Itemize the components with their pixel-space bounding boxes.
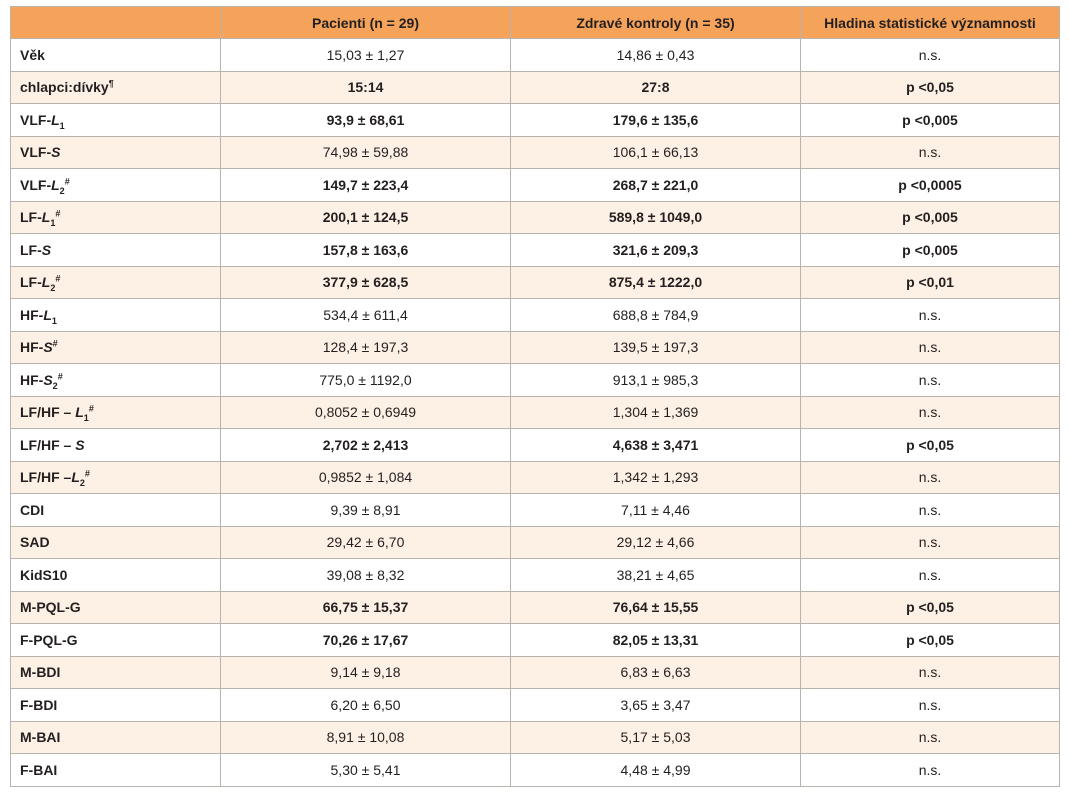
cell-controls: 913,1 ± 985,3 <box>511 364 801 397</box>
row-label <box>11 266 221 299</box>
header-patients: Pacienti (n = 29) <box>221 7 511 39</box>
cell-significance: p <0,05 <box>801 429 1060 462</box>
cell-significance: n.s. <box>801 331 1060 364</box>
results-table <box>10 6 1060 787</box>
cell-controls: 106,1 ± 66,13 <box>511 136 801 169</box>
row-label <box>11 299 221 332</box>
row-label-text: HF- <box>20 371 44 388</box>
table-row <box>11 591 1060 624</box>
cell-significance: n.s. <box>801 136 1060 169</box>
cell-patients: 8,91 ± 10,08 <box>221 721 511 754</box>
table-row <box>11 429 1060 462</box>
cell-patients: 9,14 ± 9,18 <box>221 656 511 689</box>
cell-patients: 66,75 ± 15,37 <box>221 591 511 624</box>
row-label-subscript: 1 <box>59 120 65 131</box>
cell-controls: 3,65 ± 3,47 <box>511 689 801 722</box>
table-row <box>11 39 1060 72</box>
row-label-text: SAD <box>20 534 50 551</box>
table-row <box>11 201 1060 234</box>
row-label <box>11 71 221 104</box>
header-controls: Zdravé kontroly (n = 35) <box>511 7 801 39</box>
cell-significance: n.s. <box>801 656 1060 689</box>
cell-patients: 128,4 ± 197,3 <box>221 331 511 364</box>
cell-significance: n.s. <box>801 721 1060 754</box>
row-label <box>11 624 221 657</box>
cell-significance: p <0,05 <box>801 71 1060 104</box>
row-label-subscript: 1 <box>51 315 57 326</box>
table-header-row <box>11 7 1060 39</box>
row-label-superscript: # <box>64 176 70 187</box>
table-row <box>11 396 1060 429</box>
cell-patients: 15:14 <box>221 71 511 104</box>
cell-controls: 5,17 ± 5,03 <box>511 721 801 754</box>
row-label-superscript: # <box>57 371 63 382</box>
cell-controls: 688,8 ± 784,9 <box>511 299 801 332</box>
row-label <box>11 396 221 429</box>
row-label <box>11 104 221 137</box>
cell-controls: 4,638 ± 3,471 <box>511 429 801 462</box>
cell-significance: p <0,05 <box>801 591 1060 624</box>
row-label-text: LF/HF – <box>20 469 72 486</box>
row-label <box>11 136 221 169</box>
row-label-text: LF- <box>20 241 42 258</box>
table-row <box>11 331 1060 364</box>
table-row <box>11 559 1060 592</box>
header-variable <box>11 7 221 39</box>
cell-significance: n.s. <box>801 754 1060 787</box>
row-label-superscript: # <box>88 403 94 414</box>
cell-controls: 7,11 ± 4,46 <box>511 494 801 527</box>
cell-patients: 534,4 ± 611,4 <box>221 299 511 332</box>
table-row <box>11 136 1060 169</box>
row-label-italic: L <box>51 176 60 193</box>
row-label-text: M-BAI <box>20 729 61 746</box>
row-label-text: VLF- <box>20 176 52 193</box>
row-label <box>11 656 221 689</box>
cell-patients: 0,8052 ± 0,6949 <box>221 396 511 429</box>
cell-patients: 39,08 ± 8,32 <box>221 559 511 592</box>
cell-significance: n.s. <box>801 526 1060 559</box>
table-row <box>11 104 1060 137</box>
cell-controls: 1,342 ± 1,293 <box>511 461 801 494</box>
row-label-italic: S <box>51 144 61 161</box>
cell-controls: 589,8 ± 1049,0 <box>511 201 801 234</box>
row-label-superscript: # <box>52 338 58 349</box>
cell-controls: 82,05 ± 13,31 <box>511 624 801 657</box>
row-label-superscript: # <box>55 208 61 219</box>
row-label-text: KidS10 <box>20 566 68 583</box>
row-label-superscript: # <box>84 468 90 479</box>
row-label-text: F-BAI <box>20 761 58 778</box>
table-row <box>11 364 1060 397</box>
cell-controls: 14,86 ± 0,43 <box>511 39 801 72</box>
row-label <box>11 559 221 592</box>
cell-controls: 1,304 ± 1,369 <box>511 396 801 429</box>
row-label-italic: L <box>51 111 60 128</box>
cell-patients: 29,42 ± 6,70 <box>221 526 511 559</box>
row-label-text: VLF- <box>20 144 52 161</box>
table-row <box>11 624 1060 657</box>
cell-significance: n.s. <box>801 559 1060 592</box>
cell-significance: p <0,005 <box>801 104 1060 137</box>
cell-controls: 179,6 ± 135,6 <box>511 104 801 137</box>
row-label-text: F-PQL-G <box>20 631 78 648</box>
results-table-container <box>10 6 1059 787</box>
row-label-italic: L <box>41 209 51 226</box>
table-row <box>11 234 1060 267</box>
row-label <box>11 689 221 722</box>
row-label <box>11 461 221 494</box>
cell-controls: 6,83 ± 6,63 <box>511 656 801 689</box>
cell-significance: p <0,005 <box>801 234 1060 267</box>
cell-patients: 0,9852 ± 1,084 <box>221 461 511 494</box>
cell-patients: 74,98 ± 59,88 <box>221 136 511 169</box>
table-row <box>11 526 1060 559</box>
row-label-text: LF- <box>20 274 42 291</box>
cell-patients: 6,20 ± 6,50 <box>221 689 511 722</box>
cell-significance: p <0,005 <box>801 201 1060 234</box>
cell-significance: n.s. <box>801 299 1060 332</box>
row-label <box>11 169 221 202</box>
cell-significance: n.s. <box>801 689 1060 722</box>
cell-controls: 268,7 ± 221,0 <box>511 169 801 202</box>
row-label-italic: S <box>75 436 85 453</box>
row-label <box>11 331 221 364</box>
cell-controls: 27:8 <box>511 71 801 104</box>
cell-patients: 2,702 ± 2,413 <box>221 429 511 462</box>
cell-patients: 5,30 ± 5,41 <box>221 754 511 787</box>
row-label-italic: S <box>43 339 53 356</box>
table-row <box>11 461 1060 494</box>
cell-patients: 775,0 ± 1192,0 <box>221 364 511 397</box>
cell-controls: 321,6 ± 209,3 <box>511 234 801 267</box>
cell-patients: 93,9 ± 68,61 <box>221 104 511 137</box>
table-row <box>11 494 1060 527</box>
table-row <box>11 754 1060 787</box>
cell-controls: 875,4 ± 1222,0 <box>511 266 801 299</box>
row-label <box>11 494 221 527</box>
row-label-italic: L <box>43 306 52 323</box>
row-label <box>11 39 221 72</box>
cell-significance: p <0,01 <box>801 266 1060 299</box>
row-label-text: LF/HF – <box>20 404 76 421</box>
row-label-text: F-BDI <box>20 696 58 713</box>
table-row <box>11 299 1060 332</box>
cell-controls: 139,5 ± 197,3 <box>511 331 801 364</box>
row-label <box>11 591 221 624</box>
table-row <box>11 721 1060 754</box>
row-label-text: chlapci:dívky <box>20 79 109 96</box>
cell-controls: 4,48 ± 4,99 <box>511 754 801 787</box>
row-label <box>11 754 221 787</box>
row-label <box>11 364 221 397</box>
row-label-text: M-BDI <box>20 664 61 681</box>
table-row <box>11 169 1060 202</box>
row-label-superscript: ¶ <box>108 78 114 89</box>
cell-controls: 76,64 ± 15,55 <box>511 591 801 624</box>
cell-significance: p <0,05 <box>801 624 1060 657</box>
row-label-subscript: 2 <box>59 185 65 196</box>
table-row <box>11 71 1060 104</box>
cell-patients: 377,9 ± 628,5 <box>221 266 511 299</box>
cell-significance: p <0,0005 <box>801 169 1060 202</box>
cell-significance: n.s. <box>801 39 1060 72</box>
cell-patients: 9,39 ± 8,91 <box>221 494 511 527</box>
row-label-text: Věk <box>20 46 45 63</box>
cell-patients: 70,26 ± 17,67 <box>221 624 511 657</box>
row-label-subscript: 1 <box>50 218 56 229</box>
cell-significance: n.s. <box>801 364 1060 397</box>
row-label-italic: L <box>71 469 80 486</box>
row-label-subscript: 2 <box>52 380 58 391</box>
cell-controls: 29,12 ± 4,66 <box>511 526 801 559</box>
row-label-text: VLF- <box>20 111 52 128</box>
row-label-subscript: 2 <box>50 283 56 294</box>
row-label-subscript: 1 <box>83 413 89 424</box>
row-label-italic: L <box>75 404 84 421</box>
row-label-text: HF- <box>20 339 44 356</box>
row-label <box>11 526 221 559</box>
table-row <box>11 689 1060 722</box>
cell-significance: n.s. <box>801 461 1060 494</box>
row-label <box>11 429 221 462</box>
table-row <box>11 266 1060 299</box>
row-label-italic: S <box>43 371 53 388</box>
cell-patients: 157,8 ± 163,6 <box>221 234 511 267</box>
table-row <box>11 656 1060 689</box>
row-label-text: LF/HF – <box>20 436 76 453</box>
table-body <box>11 39 1060 787</box>
row-label <box>11 234 221 267</box>
cell-controls: 38,21 ± 4,65 <box>511 559 801 592</box>
row-label-text: LF- <box>20 209 42 226</box>
row-label-superscript: # <box>55 273 61 284</box>
row-label-italic: L <box>41 274 51 291</box>
cell-significance: n.s. <box>801 494 1060 527</box>
header-significance: Hladina statistické významnosti <box>801 7 1060 39</box>
row-label <box>11 721 221 754</box>
cell-patients: 15,03 ± 1,27 <box>221 39 511 72</box>
cell-significance: n.s. <box>801 396 1060 429</box>
row-label <box>11 201 221 234</box>
row-label-text: M-PQL-G <box>20 599 81 616</box>
row-label-text: HF- <box>20 306 44 323</box>
row-label-italic: S <box>41 241 52 258</box>
row-label-text: CDI <box>20 501 45 518</box>
cell-patients: 149,7 ± 223,4 <box>221 169 511 202</box>
cell-patients: 200,1 ± 124,5 <box>221 201 511 234</box>
row-label-subscript: 2 <box>79 478 85 489</box>
